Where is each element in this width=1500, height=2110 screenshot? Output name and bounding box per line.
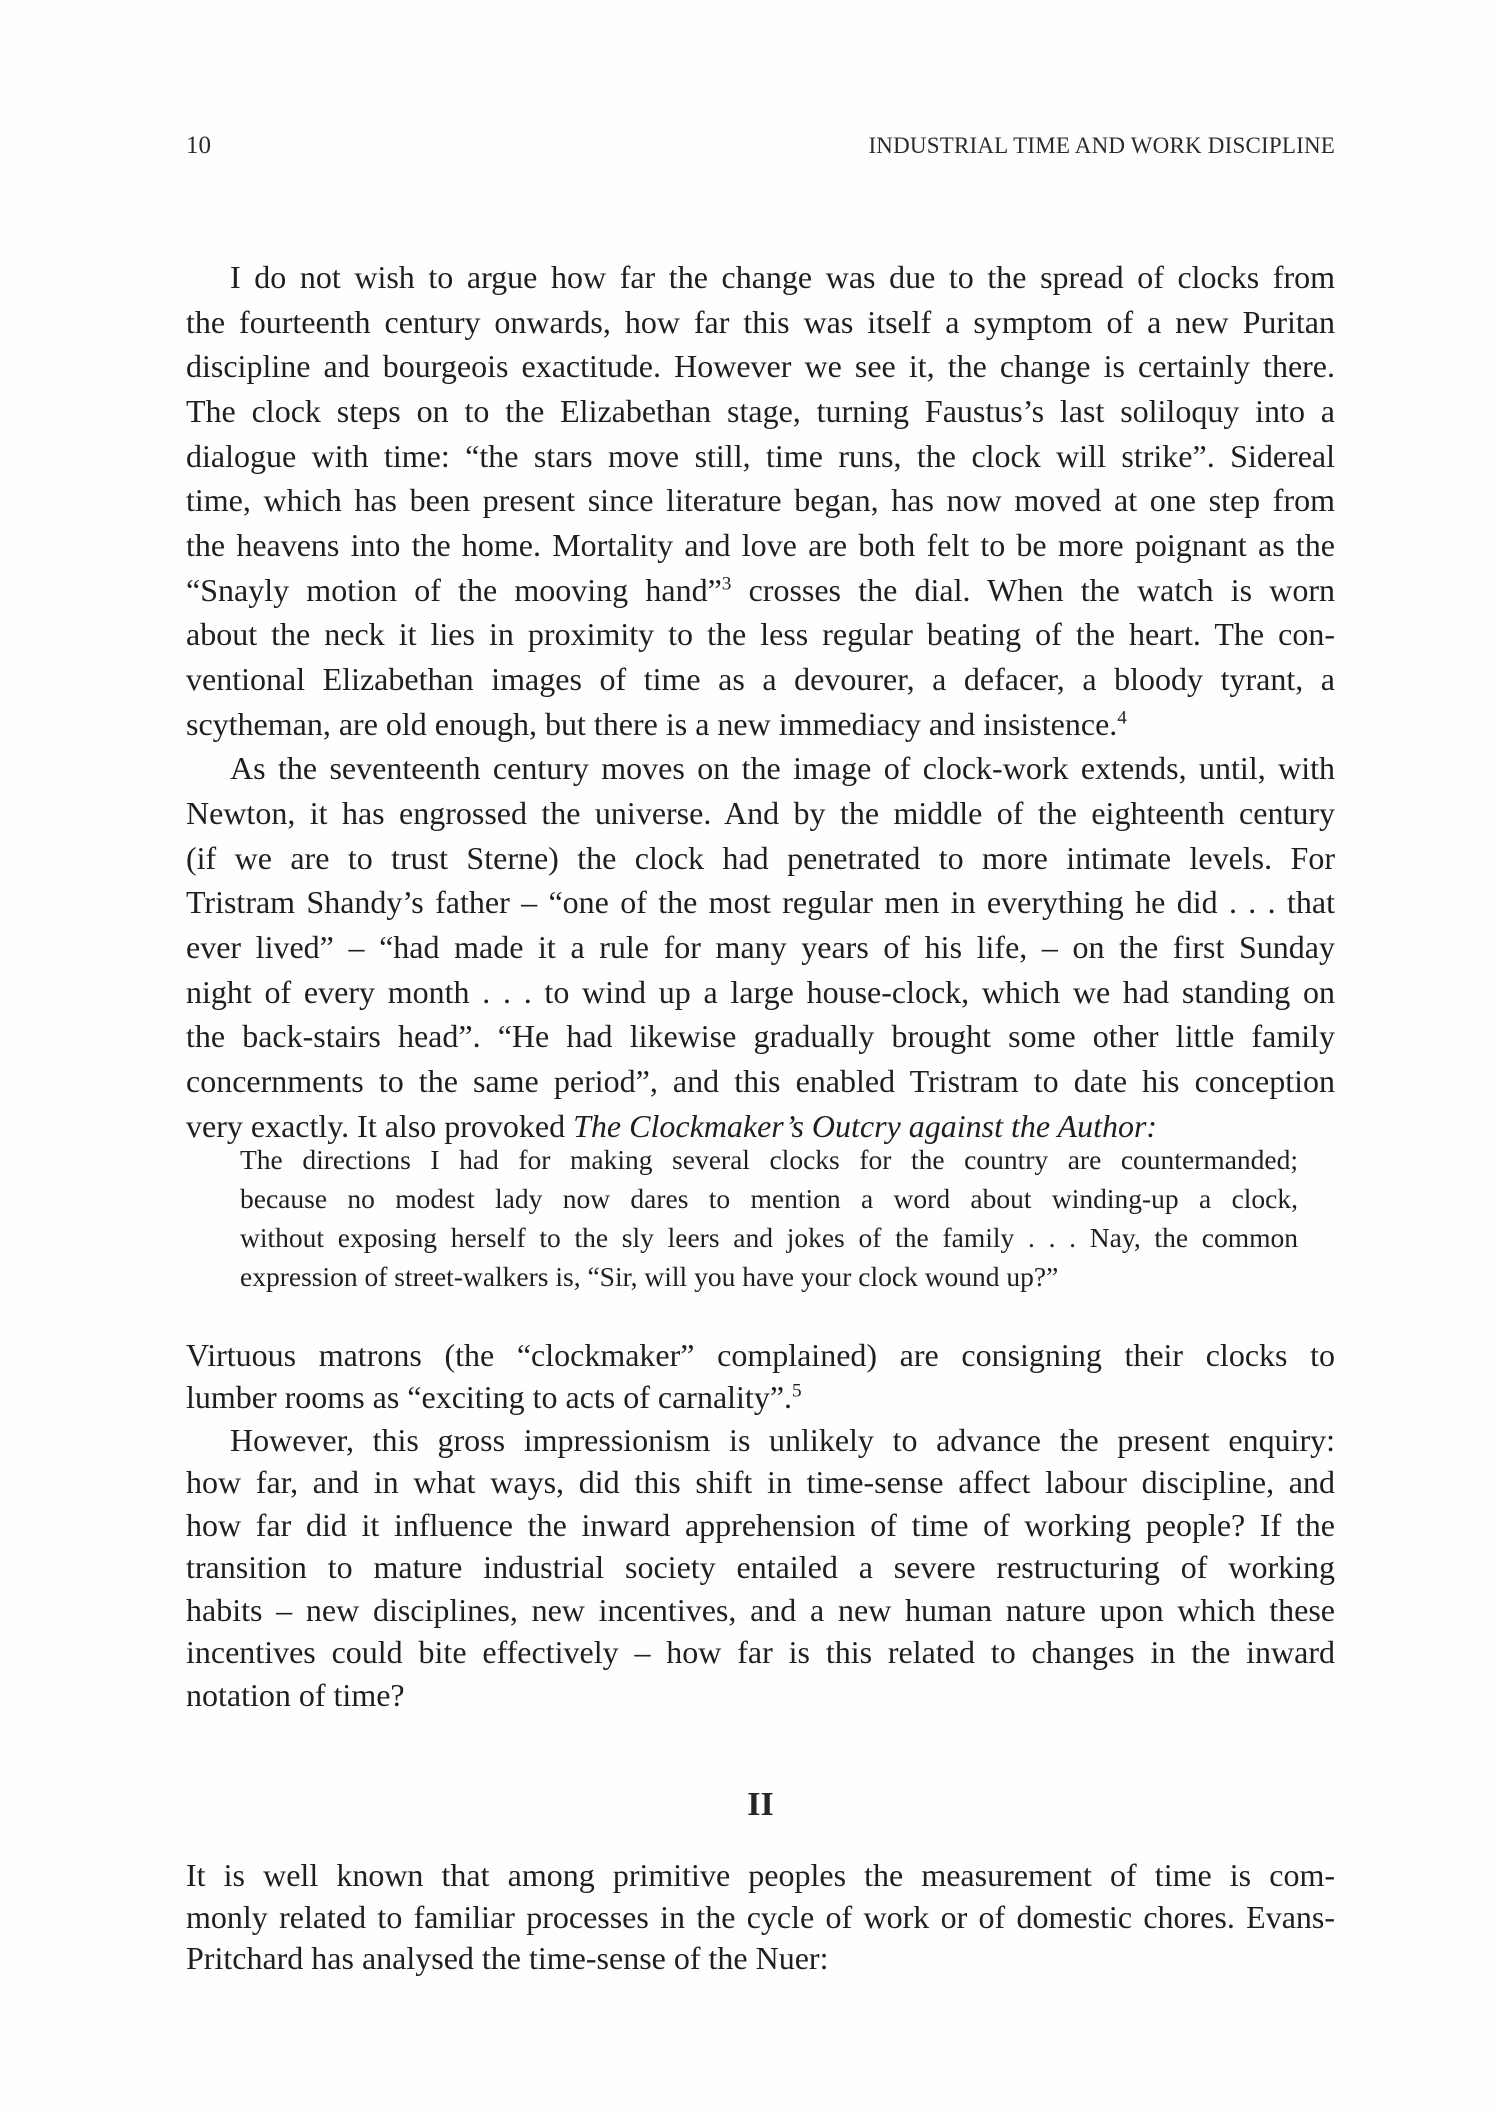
text-line: As the seventeenth century moves on the image of clock-work extends, until, with: [230, 750, 1335, 786]
text-line: the back-stairs head”. “He had likewise gradually brought some other little family: [186, 1018, 1335, 1054]
section-heading: II: [747, 1786, 774, 1823]
text-line: dialogue with time: “the stars move still, time runs, the clock will strike”. Sidereal: [186, 438, 1335, 474]
text-line: habits – new disciplines, new incentives, and a new human nature upon which these: [186, 1592, 1335, 1628]
text-line: ever lived” – “had made it a rule for many years of his life, – on the first Sunday: [186, 929, 1335, 965]
text-line: Pritchard has analysed the time-sense of the Nuer:: [186, 1940, 829, 1976]
text-line: notation of time?: [186, 1677, 405, 1713]
text-line: The clock steps on to the Elizabethan stage, turning Faustus’s last soliloquy into a: [186, 393, 1335, 429]
line-text: scytheman, are old enough, but there is a new immediacy and insistence.: [186, 706, 1118, 742]
text-line: I do not wish to argue how far the change was due to the spread of clocks from: [230, 259, 1335, 295]
text-line: [186, 568, 1335, 612]
quotation: “Snayly motion of the mooving hand”: [186, 572, 722, 608]
quote-line: because no modest lady now dares to mention a word about winding-up a clock,: [240, 1183, 1298, 1214]
text-line: Tristram Shandy’s father – “one of the most regular men in everything he did . . . that: [186, 884, 1335, 920]
page-number: 10: [186, 132, 211, 159]
text-line: incentives could bite effectively – how far is this related to changes in the inward: [186, 1634, 1335, 1670]
running-title: INDUSTRIAL TIME AND WORK DISCIPLINE: [868, 133, 1335, 158]
text-line: time, which has been present since literature began, has now moved at one step from: [186, 482, 1335, 518]
footnote-marker-4[interactable]: 4: [1117, 707, 1127, 729]
text-line: the fourteenth century onwards, how far this was itself a symptom of a new Puritan: [186, 304, 1335, 340]
line-text: lumber rooms as “exciting to acts of carnality”.: [186, 1379, 793, 1415]
text-line: (if we are to trust Sterne) the clock had penetrated to more intimate levels. For: [186, 840, 1335, 876]
text-line: However, this gross impressionism is unlikely to advance the present enquiry:: [230, 1422, 1335, 1458]
line-text: crosses the dial. When the watch is worn: [731, 572, 1336, 608]
footnote-marker-5[interactable]: 5: [792, 1380, 802, 1402]
text-line: how far, and in what ways, did this shift in time-sense affect labour discipline, and: [186, 1464, 1335, 1500]
text-line: Newton, it has engrossed the universe. And by the middle of the eighteenth century: [186, 795, 1335, 831]
text-line: monly related to familiar processes in the cycle of work or of domestic chores. Evans-: [186, 1899, 1335, 1935]
work-title-italic: The Clockmaker’s Outcry against the Author:: [573, 1108, 1158, 1144]
text-line: how far did it influence the inward apprehension of time of working people? If the: [186, 1507, 1335, 1543]
text-line: It is well known that among primitive peoples the measurement of time is com-: [186, 1857, 1335, 1893]
text-line: concernments to the same period”, and this enabled Tristram to date his conception: [186, 1063, 1335, 1099]
text-line: the heavens into the home. Mortality and love are both felt to be more poignant as the: [186, 527, 1335, 563]
text-line: [186, 1375, 1335, 1419]
text-line: about the neck it lies in proximity to the less regular beating of the heart. The con-: [186, 616, 1335, 652]
line-text: very exactly. It also provoked: [186, 1108, 574, 1144]
text-line: discipline and bourgeois exactitude. However we see it, the change is certainly there.: [186, 348, 1335, 384]
footnote-marker-3[interactable]: 3: [721, 573, 732, 595]
text-line: Virtuous matrons (the “clockmaker” complained) are consigning their clocks to: [186, 1337, 1335, 1373]
quote-line: expression of street-walkers is, “Sir, will you have your clock wound up?”: [240, 1261, 1059, 1292]
text-line: [186, 702, 1335, 746]
quote-line: without exposing herself to the sly leers and jokes of the family . . . Nay, the common: [240, 1222, 1298, 1253]
text-line: ventional Elizabethan images of time as a devourer, a defacer, a bloody tyrant, a: [186, 661, 1335, 697]
text-line: transition to mature industrial society entailed a severe restructuring of working: [186, 1549, 1335, 1585]
text-line: night of every month . . . to wind up a large house-clock, which we had standing on: [186, 974, 1335, 1010]
quote-line: The directions I had for making several clocks for the country are countermanded;: [240, 1144, 1298, 1175]
